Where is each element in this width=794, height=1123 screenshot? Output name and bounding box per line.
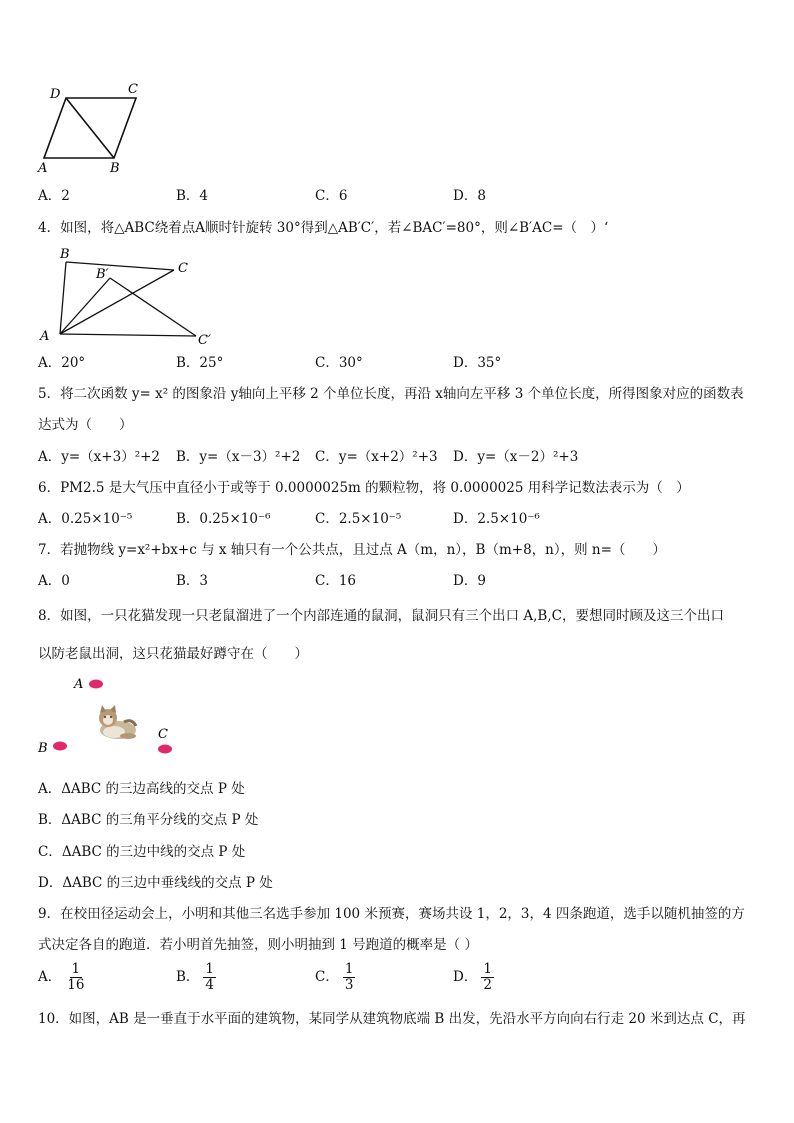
- numerator: 1: [71, 961, 81, 977]
- parallelogram-figure: [36, 80, 146, 175]
- q6-option-b[interactable]: B．0.25×10⁻⁶: [176, 511, 271, 527]
- q9-question-text-line2: 式决定各自的跑道．若小明首先抽签，则小明抽到 1 号跑道的概率是（ ）: [38, 937, 478, 953]
- label-d: D: [50, 87, 61, 102]
- label-c: C: [158, 727, 168, 742]
- label-b-prime: B′: [96, 267, 109, 282]
- option-label: A．: [38, 969, 62, 985]
- q6-option-a[interactable]: A．0.25×10⁻⁵: [38, 511, 133, 527]
- q7-option-d[interactable]: D．9: [453, 573, 486, 589]
- hole-b: [53, 742, 67, 751]
- label-a: A: [40, 329, 50, 344]
- q4-option-a[interactable]: A．20°: [38, 355, 86, 371]
- q3-option-a[interactable]: A．2: [38, 188, 70, 204]
- q5-option-a[interactable]: A．y=（x+3）²+2: [38, 449, 161, 465]
- fraction: [481, 962, 494, 993]
- label-a: A: [38, 161, 48, 175]
- label-c: C: [178, 261, 188, 276]
- q8-option-a[interactable]: A．ΔABC 的三边高线的交点 P 处: [38, 781, 245, 797]
- q3-option-c[interactable]: C．6: [315, 188, 348, 204]
- label-b: B: [60, 247, 70, 262]
- q9-question-text-line1: 9．在校田径运动会上，小明和其他三名选手参加 100 米预赛，赛场共设 1，2，3，4 四条跑道，选手以随机抽签的方: [38, 906, 745, 922]
- q9-option-a[interactable]: [38, 962, 86, 993]
- cat-image: [94, 702, 140, 742]
- q8-question-text-line1: 8．如图，一只花猫发现一只老鼠溜进了一个内部连通的鼠洞，鼠洞只有三个出口 A,B,C，要想同时顾及这三个出口: [38, 608, 724, 624]
- q5-option-c[interactable]: C．y=（x+2）²+3: [315, 449, 438, 465]
- q7-option-c[interactable]: C．16: [315, 573, 357, 589]
- denominator: 4: [205, 977, 215, 993]
- q6-option-c[interactable]: C．2.5×10⁻⁵: [315, 511, 402, 527]
- label-b: B: [110, 161, 120, 175]
- fraction: [343, 962, 356, 993]
- option-label: B．: [176, 969, 200, 985]
- q8-option-b[interactable]: B．ΔABC 的三角平分线的交点 P 处: [38, 812, 259, 828]
- q4-question-text: 4．如图，将△ABC绕着点A顺时针旋转 30°得到△AB′C′，若∠BAC′=80°，则∠B′AC=（ ）‘: [38, 220, 609, 236]
- option-label: C．: [315, 969, 339, 985]
- label-c-prime: C′: [198, 333, 211, 348]
- option-label: D．: [453, 969, 478, 985]
- denominator: 16: [67, 977, 85, 993]
- fraction: [203, 962, 216, 993]
- q9-option-c[interactable]: [315, 962, 355, 993]
- hole-a: [89, 680, 103, 689]
- q6-option-d[interactable]: D．2.5×10⁻⁶: [453, 511, 540, 527]
- q8-option-c[interactable]: C．ΔABC 的三边中线的交点 P 处: [38, 844, 246, 860]
- q3-option-b[interactable]: B．4: [176, 188, 209, 204]
- q4-option-b[interactable]: B．25°: [176, 355, 224, 371]
- q5-question-text-line1: 5．将二次函数 y= x² 的图象沿 y轴向上平移 2 个单位长度，再沿 x轴向左平移 3 个单位长度，所得图象对应的函数表: [38, 386, 744, 402]
- q7-option-b[interactable]: B．3: [176, 573, 209, 589]
- denominator: 2: [483, 977, 492, 993]
- q5-question-text-line2: 达式为（ ）: [38, 417, 133, 433]
- numerator: 1: [205, 961, 215, 977]
- fraction: [65, 962, 86, 993]
- q3-option-d[interactable]: D．8: [453, 188, 486, 204]
- q4-option-d[interactable]: D．35°: [453, 355, 502, 371]
- q10-question-text: 10．如图，AB 是一垂直于水平面的建筑物，某同学从建筑物底端 B 出发，先沿水平方向向右行走 20 米到达点 C，再: [38, 1011, 746, 1027]
- q7-question-text: 7．若抛物线 y=x²+bx+c 与 x 轴只有一个公共点，且过点 A（m，n），B（m+8，n），则 n=（ ）: [38, 542, 666, 558]
- label-c: C: [128, 82, 138, 97]
- numerator: 1: [344, 961, 354, 977]
- q7-option-a[interactable]: A．0: [38, 573, 70, 589]
- denominator: 3: [344, 977, 354, 993]
- q4-option-c[interactable]: C．30°: [315, 355, 363, 371]
- q5-option-b[interactable]: B．y=（x－3）²+2: [176, 449, 301, 465]
- q8-option-d[interactable]: D．ΔABC 的三边中垂线线的交点 P 处: [38, 875, 273, 891]
- numerator: 1: [483, 961, 492, 977]
- q6-question-text: 6．PM2.5 是大气压中直径小于或等于 0.0000025m 的颗粒物，将 0.0000025 用科学记数法表示为（ ）: [38, 480, 690, 496]
- label-b: B: [38, 741, 48, 756]
- label-a: A: [74, 677, 84, 692]
- q9-option-b[interactable]: [176, 962, 216, 993]
- hole-c: [158, 745, 172, 754]
- q8-question-text-line2: 以防老鼠出洞，这只花猫最好蹲守在（ ）: [38, 646, 308, 662]
- q9-option-d[interactable]: [453, 962, 494, 993]
- rotated-triangle-figure: [36, 244, 226, 349]
- q5-option-d[interactable]: D．y=（x－2）²+3: [453, 449, 579, 465]
